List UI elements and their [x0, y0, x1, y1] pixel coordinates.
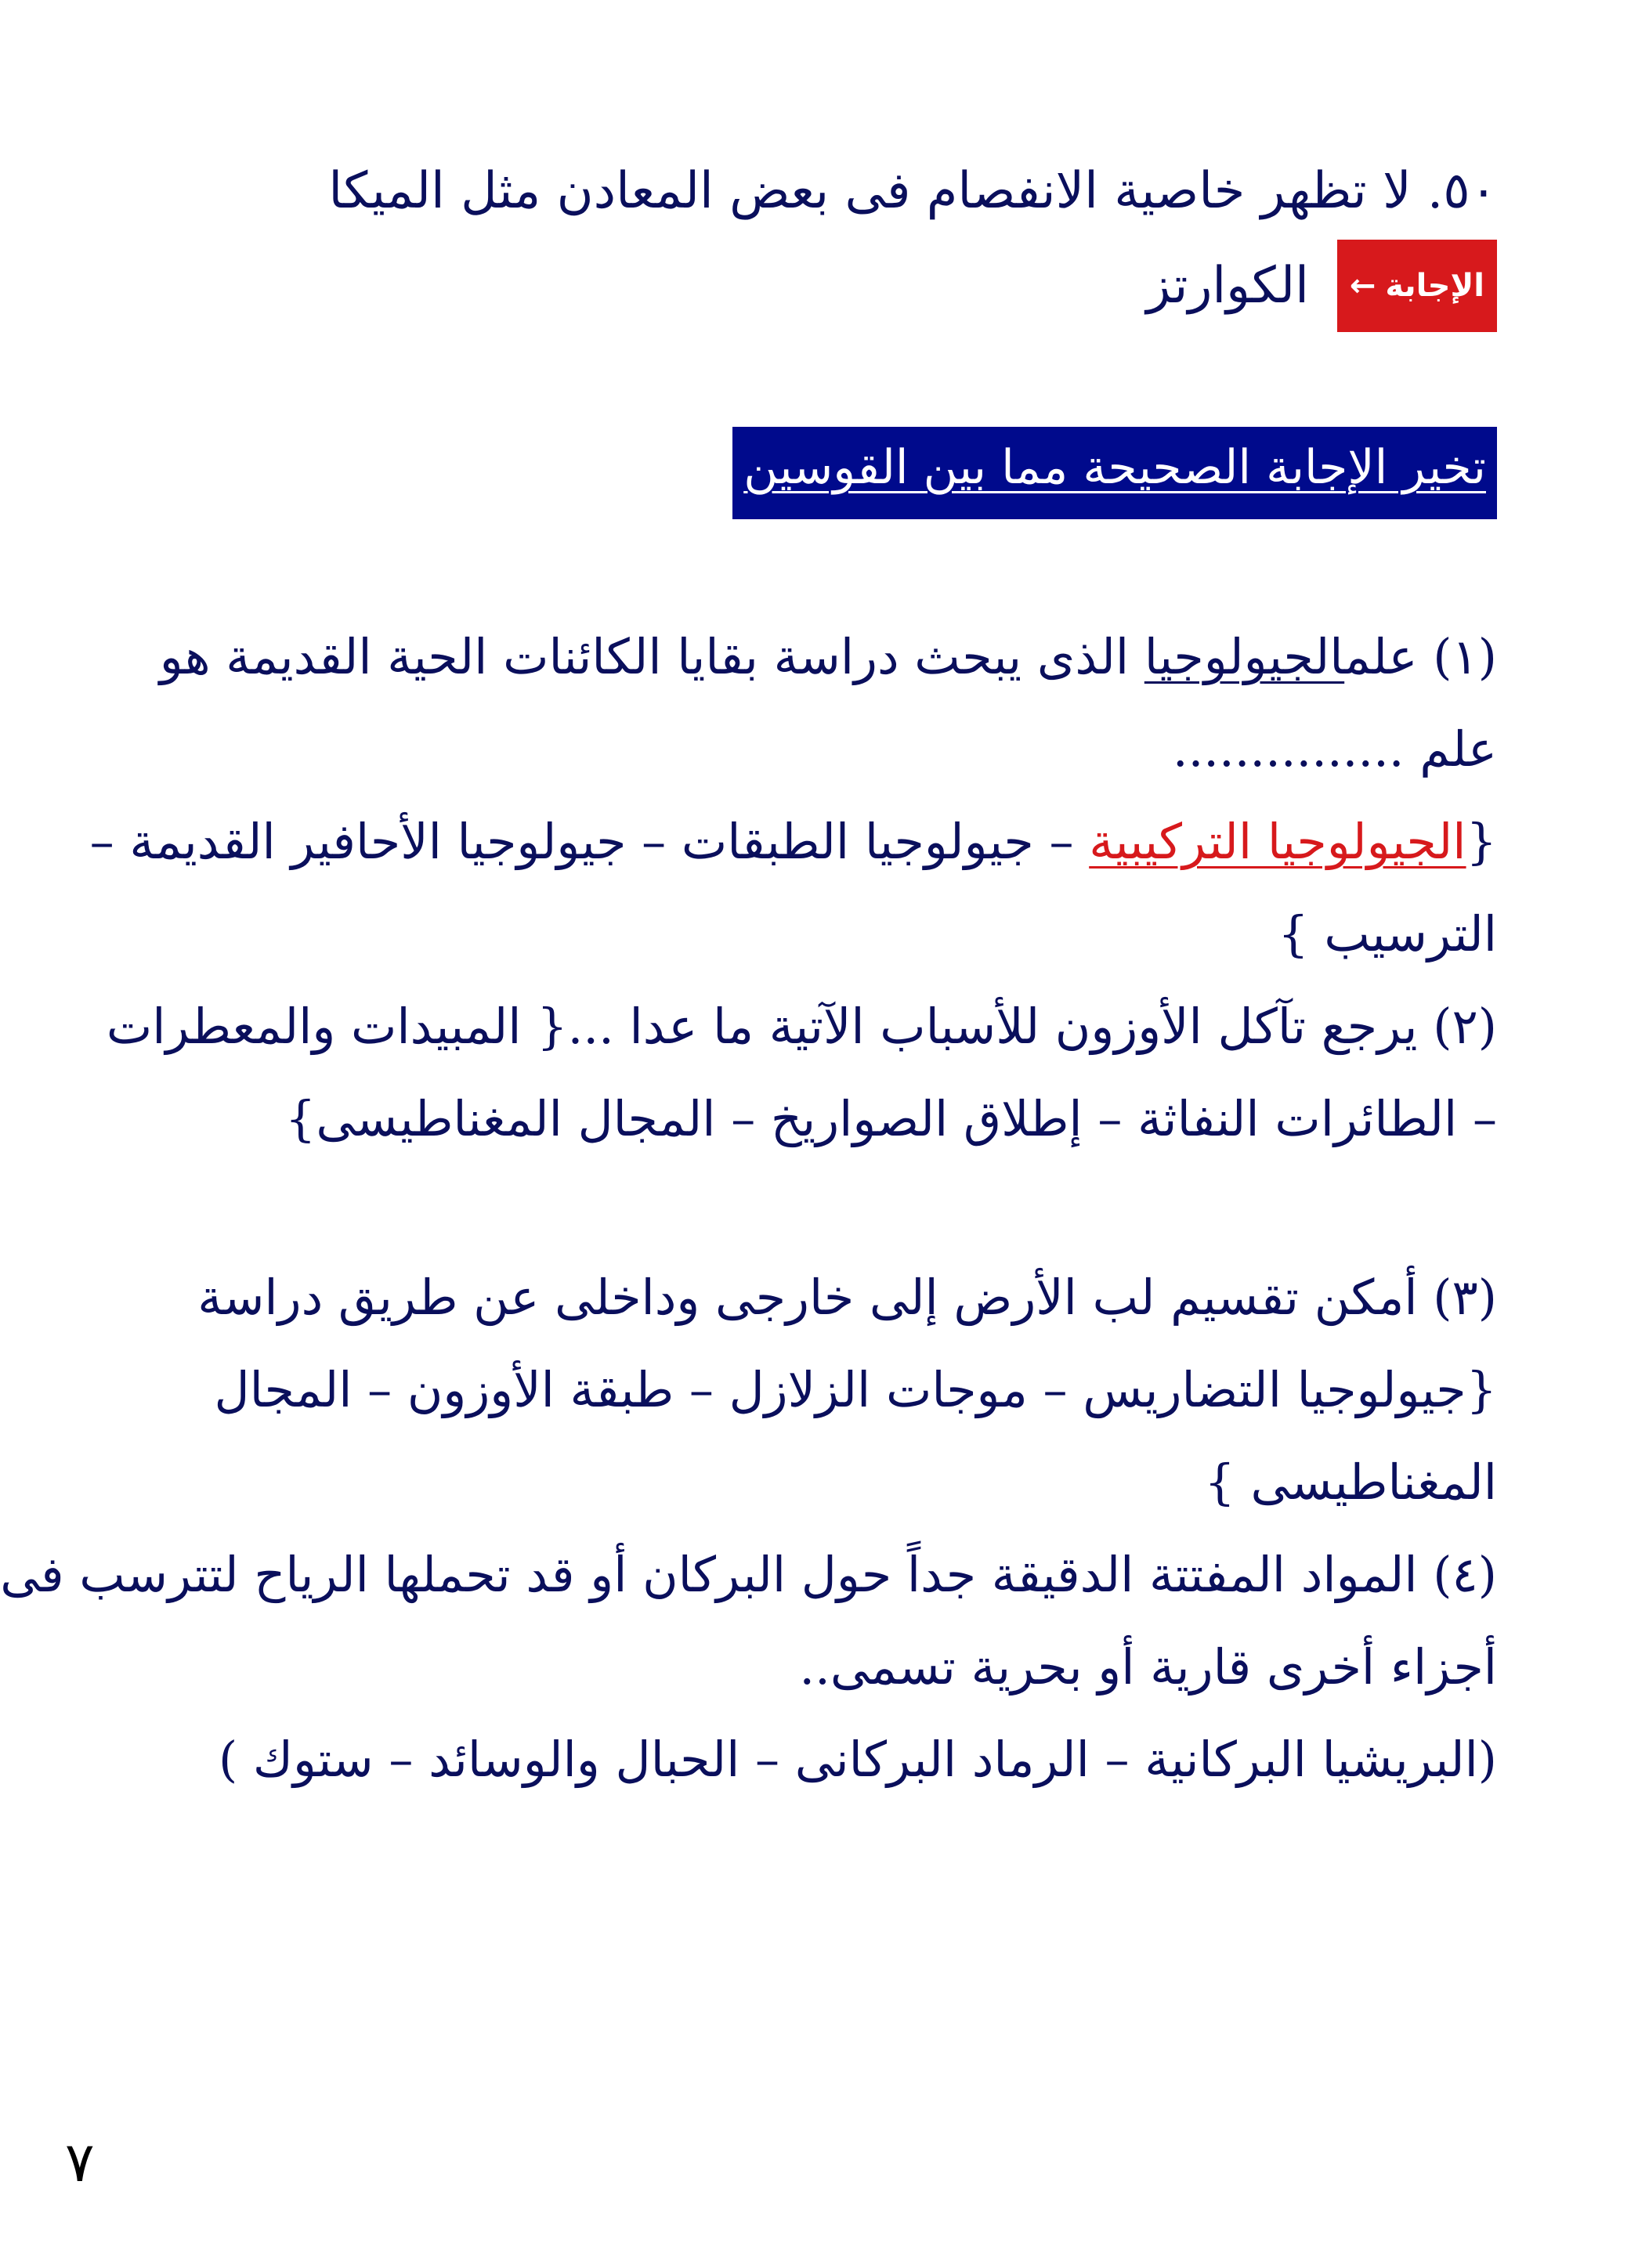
question-3-line-2: {جيولوجيا التضاريس – موجات الزلازل – طبقة الأوزون – المجال	[214, 1361, 1497, 1418]
question-1-line-1	[159, 611, 1497, 703]
question-50-text: ٥٠. لا تظهر خاصية الانفصام فى بعض المعادن مثل الميكا	[328, 162, 1497, 220]
section-header	[732, 427, 1497, 519]
answer-badge	[1337, 240, 1497, 332]
question-50	[183, 145, 1497, 237]
question-4	[0, 1529, 1497, 1806]
question-1-options-open: {	[1466, 813, 1497, 870]
questions-list	[0, 611, 1497, 1806]
page-number: ٧	[65, 2130, 95, 2194]
question-3-line-1	[181, 1251, 1497, 1344]
question-2-text: يرجع تآكل الأوزون للأسباب الآتية ما عدا ...{ المبيدات والمعطرات	[106, 998, 1418, 1055]
question-1-options-rest: – جيولوجيا الطبقات – جيولوجيا الأحافير القديمة –	[89, 813, 1074, 870]
answer-label: الإجابة	[1385, 268, 1484, 304]
question-3-line-3: المغناطيسى }	[1204, 1454, 1497, 1511]
question-1-number: (١)	[1433, 628, 1497, 685]
question-2	[106, 981, 1497, 1165]
question-1-underlined: الجيولوجيا	[1144, 628, 1345, 685]
question-2-line-1	[106, 981, 1497, 1073]
answer-value: الكوارتز	[1146, 257, 1309, 315]
question-3-text: أمكن تقسيم لب الأرض إلى خارجى وداخلى عن طريق دراسة	[197, 1269, 1418, 1326]
question-4-line-1	[0, 1529, 1497, 1621]
question-4-number: (٤)	[1433, 1546, 1497, 1603]
question-1-line-2: علم ...............	[1172, 720, 1497, 778]
question-1	[89, 611, 1497, 981]
question-4-text: المواد المفتتة الدقيقة جداً حول البركان أو قد تحملها الرياح لتترسب فى	[0, 1546, 1418, 1603]
question-1-line-4: الترسيب }	[1278, 905, 1497, 962]
question-1-options	[89, 796, 1497, 888]
question-1-post: الذى يبحث دراسة بقايا الكائنات الحية القديمة هو	[159, 628, 1130, 685]
question-1-pre: علم	[1344, 628, 1418, 685]
question-2-line-2: – الطائرات النفاثة – إطلاق الصواريخ – المجال المغناطيسى}	[284, 1090, 1497, 1147]
question-3-number: (٣)	[1433, 1269, 1497, 1326]
section-title: تخير الإجابة الصحيحة مما بين القوسين	[743, 440, 1486, 495]
question-4-line-2: أجزاء أخرى قارية أو بحرية تسمى..	[799, 1638, 1497, 1696]
question-3	[181, 1251, 1497, 1529]
spacer	[181, 1165, 1497, 1251]
answer-row	[183, 235, 1497, 337]
question-2-number: (٢)	[1433, 998, 1497, 1055]
question-1-correct-option: الجيولوجيا التركيبية	[1089, 813, 1466, 870]
question-4-line-3: (البريشيا البركانية – الرماد البركانى – الحبال والوسائد – ستوك )	[218, 1731, 1497, 1788]
left-arrow-icon: ←	[1349, 268, 1376, 304]
